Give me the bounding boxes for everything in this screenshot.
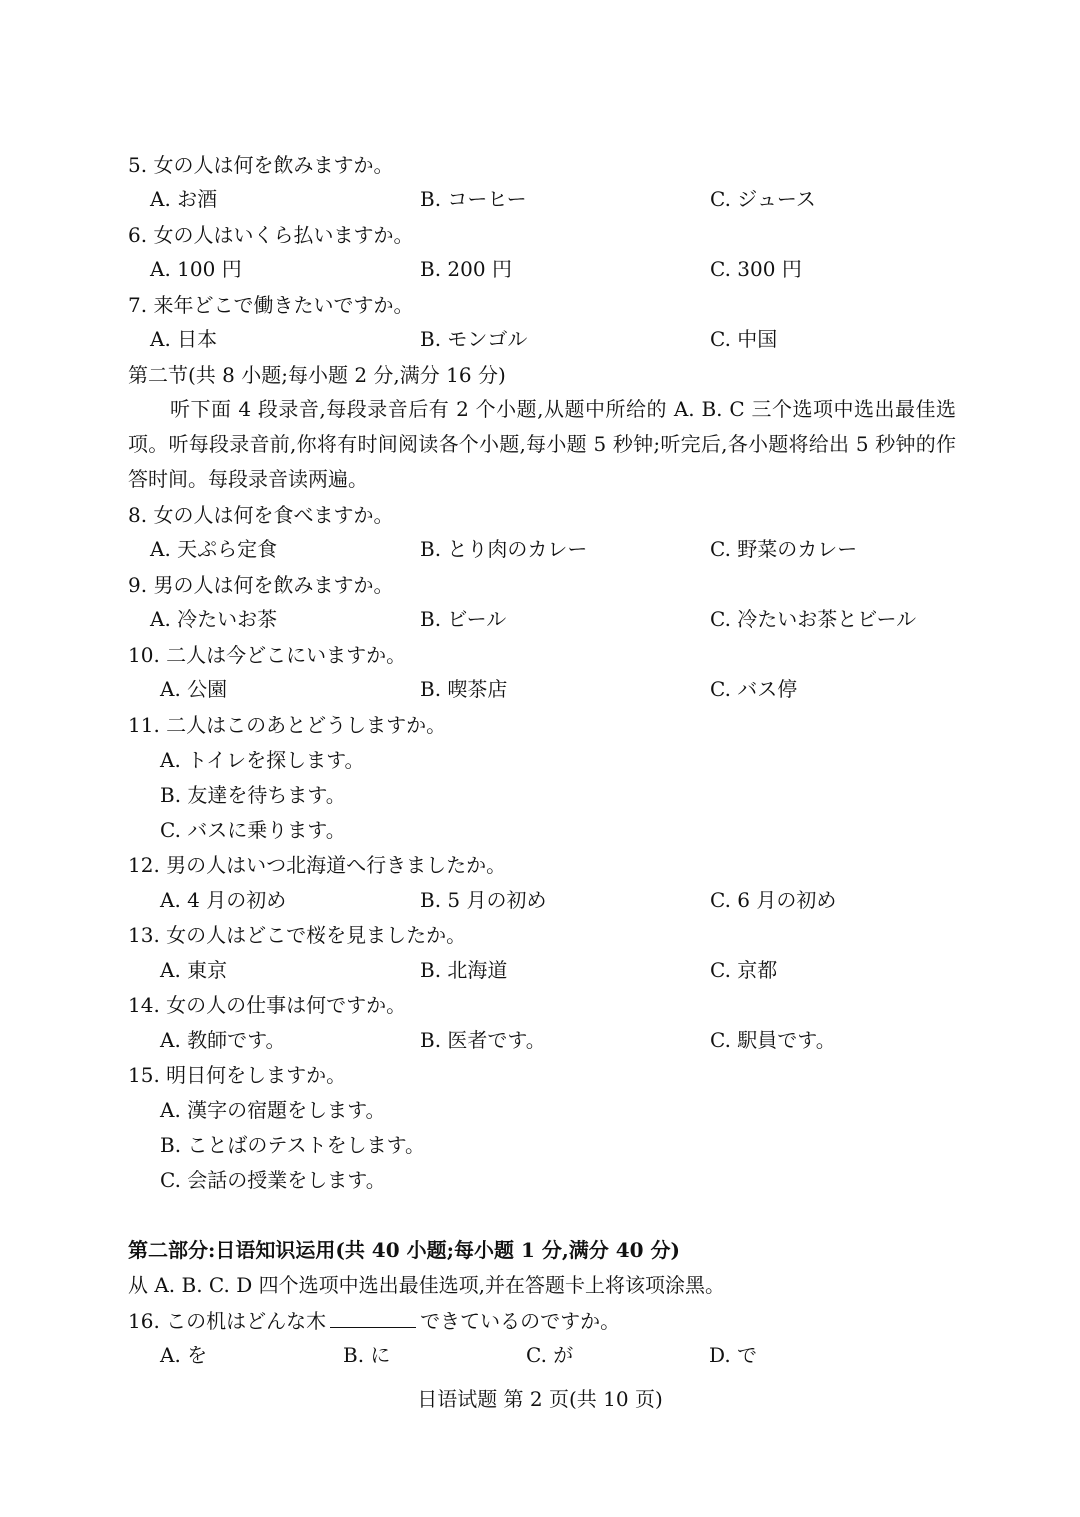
option-c: C. 中国 [710, 327, 778, 351]
option-b: B. 5 月の初め [420, 888, 547, 912]
option-c: C. 京都 [710, 958, 778, 982]
question-stem: 12. 男の人はいつ北海道へ行きましたか。 [128, 853, 507, 877]
option-c: C. ジュース [710, 187, 816, 211]
option-a: A. 冷たいお茶 [150, 607, 278, 631]
option-a: A. 漢字の宿題をします。 [160, 1098, 386, 1122]
question-stem: 5. 女の人は何を飲みますか。 [128, 153, 394, 177]
stem-before-blank: 16. この机はどんな木 [128, 1309, 327, 1333]
option-b: B. コーヒー [420, 187, 527, 211]
option-b: B. 喫茶店 [420, 677, 508, 701]
option-c: C. バス停 [710, 677, 798, 701]
question-stem: 14. 女の人の仕事は何ですか。 [128, 993, 407, 1017]
option-a: A. 100 円 [150, 257, 242, 281]
part-instruction: 从 A. B. C. D 四个选项中选出最佳选项,并在答题卡上将该项涂黑。 [128, 1273, 725, 1297]
option-b: B. ことばのテストをします。 [160, 1133, 426, 1157]
part-heading: 第二部分:日语知识运用(共 40 小题;每小题 1 分,满分 40 分) [128, 1238, 681, 1262]
option-a: A. を [160, 1343, 208, 1367]
option-b: B. 友達を待ちます。 [160, 783, 346, 807]
question-stem: 13. 女の人はどこで桜を見ましたか。 [128, 923, 467, 947]
option-b: B. ビール [420, 607, 507, 631]
option-a: A. 日本 [150, 327, 218, 351]
option-c: C. 冷たいお茶とビール [710, 607, 917, 631]
question-stem: 9. 男の人は何を飲みますか。 [128, 573, 394, 597]
option-c: C. 駅員です。 [710, 1028, 836, 1052]
option-a: A. 東京 [160, 958, 228, 982]
option-c: C. 野菜のカレー [710, 537, 858, 561]
section-heading: 第二节(共 8 小题;每小题 2 分,满分 16 分) [128, 363, 506, 387]
section-instruction: 听下面 4 段录音,每段录音后有 2 个小题,从题中所给的 A. B. C 三个选项中选出最佳选项。听每段录音前,你将有时间阅读各个小题,每小题 5 秒钟;听完后,各小题将给出 5 秒钟的作答时间。每段录音读两遍。 [128, 397, 956, 491]
question-stem: 8. 女の人は何を食べますか。 [128, 503, 394, 527]
option-c: C. 会話の授業をします。 [160, 1168, 386, 1192]
page-footer: 日语试题 第 2 页(共 10 页) [417, 1387, 663, 1411]
option-b: B. モンゴル [420, 327, 528, 351]
question-stem: 15. 明日何をしますか。 [128, 1063, 347, 1087]
option-c: C. 6 月の初め [710, 888, 837, 912]
option-b: B. 200 円 [420, 257, 512, 281]
option-a: A. 公園 [160, 677, 228, 701]
option-b: B. 医者です。 [420, 1028, 546, 1052]
option-b: B. に [343, 1343, 391, 1367]
option-c: C. が [526, 1343, 574, 1367]
question-stem: 7. 来年どこで働きたいですか。 [128, 293, 414, 317]
option-c: C. バスに乗ります。 [160, 818, 346, 842]
option-b: B. とり肉のカレー [420, 537, 588, 561]
question-stem: 11. 二人はこのあとどうしますか。 [128, 713, 447, 737]
question-stem: 10. 二人は今どこにいますか。 [128, 643, 407, 667]
option-a: A. 4 月の初め [160, 888, 287, 912]
stem-after-blank: できているのですか。 [420, 1309, 621, 1333]
option-c: C. 300 円 [710, 257, 802, 281]
option-d: D. で [709, 1343, 758, 1367]
option-a: A. 天ぷら定食 [150, 537, 278, 561]
question-stem: 6. 女の人はいくら払いますか。 [128, 223, 414, 247]
option-a: A. トイレを探します。 [160, 748, 365, 772]
option-a: A. 教師です。 [160, 1028, 286, 1052]
answer-blank [330, 1305, 416, 1328]
question-stem [128, 1305, 620, 1335]
option-b: B. 北海道 [420, 958, 508, 982]
option-a: A. お酒 [150, 187, 218, 211]
